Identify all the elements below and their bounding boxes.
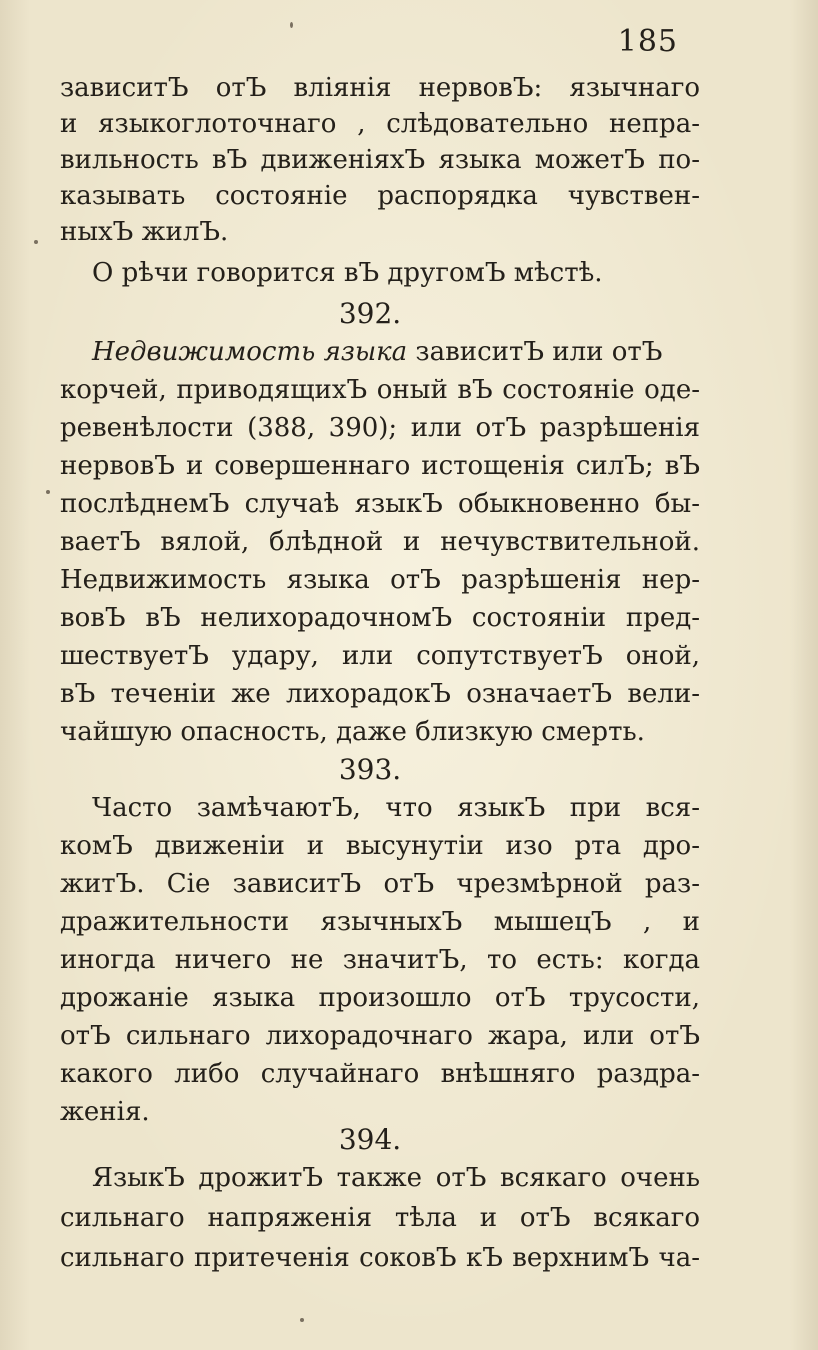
italic-term: Недвижимость языка bbox=[92, 337, 408, 367]
text-line: ЯзыкЪ дрожитЪ также отЪ всякаго очень bbox=[92, 1163, 700, 1193]
text-line: О рѣчи говорится вЪ другомЪ мѣстѣ. bbox=[92, 258, 603, 288]
text-line: житЪ. Сіе зависитЪ отЪ чрезмѣрной раз- bbox=[60, 869, 700, 899]
text-line: вильность вЪ движеніяхЪ языка можетЪ по- bbox=[60, 145, 700, 175]
ink-speck bbox=[290, 22, 293, 28]
text-line: дражительности язычныхЪ мышецЪ , и bbox=[60, 907, 700, 937]
text-line: казывать состояніе распорядка чувствен- bbox=[60, 181, 700, 211]
text-line: чайшую опасность, даже близкую смерть. bbox=[60, 717, 645, 747]
text-line: шествуетЪ удару, или сопутствуетЪ оной, bbox=[60, 641, 700, 671]
ink-speck bbox=[46, 490, 50, 494]
text-line: вЪ теченіи же лихорадокЪ означаетЪ вели- bbox=[60, 679, 700, 709]
text-line: отЪ сильнаго лихорадочнаго жара, или отЪ bbox=[60, 1021, 700, 1051]
text-line: какого либо случайнаго внѣшняго раздра- bbox=[60, 1059, 700, 1089]
text-line: ваетЪ вялой, блѣдной и нечувствительной. bbox=[60, 527, 700, 557]
section-number-394: 394. bbox=[338, 1123, 402, 1156]
text-line: и языкоглоточнаго , слѣдовательно непра- bbox=[60, 109, 700, 139]
text-line: Часто замѣчаютЪ, что языкЪ при вся- bbox=[92, 793, 700, 823]
page-number: 185 bbox=[617, 24, 678, 59]
text-line: нервовЪ и совершеннаго истощенія силЪ; вЪ bbox=[60, 451, 700, 481]
section-number-393: 393. bbox=[338, 753, 402, 786]
text-line: зависитЪ отЪ вліянія нервовЪ: язычнаго bbox=[60, 73, 700, 103]
text-fragment: зависитЪ или отЪ bbox=[407, 337, 663, 367]
ink-speck bbox=[300, 1318, 304, 1322]
section-number-392: 392. bbox=[338, 297, 402, 330]
text-line: иногда ничего не значитЪ, то есть: когда bbox=[60, 945, 700, 975]
text-line: ревенѣлости (388, 390); или отЪ разрѣшенія bbox=[60, 413, 700, 443]
text-line: сильнаго напряженія тѣла и отЪ всякаго bbox=[60, 1203, 700, 1233]
text-line: ныхЪ жилЪ. bbox=[60, 217, 229, 247]
ink-speck bbox=[34, 240, 38, 244]
text-line: дрожаніе языка произошло отЪ трусости, bbox=[60, 983, 700, 1013]
text-line: вовЪ вЪ нелихорадочномЪ состояніи пред- bbox=[60, 603, 700, 633]
text-line: комЪ движеніи и высунутіи изо рта дро- bbox=[60, 831, 700, 861]
text-line: корчей, приводящихЪ оный вЪ состояніе оде- bbox=[60, 375, 700, 405]
text-line: сильнаго притеченія соковЪ кЪ верхнимЪ ча- bbox=[60, 1243, 700, 1273]
text-line: женія. bbox=[60, 1097, 150, 1127]
text-line: Недвижимость языка отЪ разрѣшенія нер- bbox=[60, 565, 700, 595]
text-line: послѣднемЪ случаѣ языкЪ обыкновенно бы- bbox=[60, 489, 700, 519]
text-line bbox=[92, 334, 700, 370]
